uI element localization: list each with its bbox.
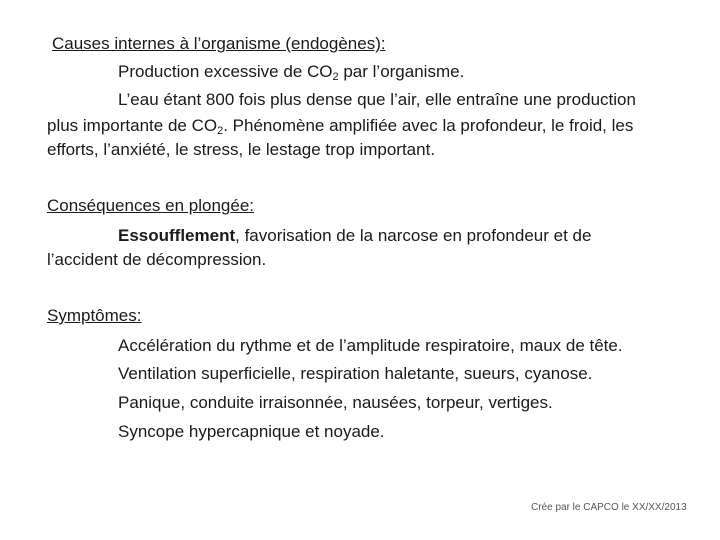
essoufflement-term: Essoufflement — [118, 226, 236, 245]
causes-line-1-end: par l’organisme. — [338, 62, 465, 81]
symptom-item: Syncope hypercapnique et noyade. — [118, 422, 385, 441]
footer-credit: Crée par le CAPCO le XX/XX/2013 — [531, 502, 687, 513]
consequences-line-2: l’accident de décompression. — [47, 250, 267, 269]
symptom-item: Ventilation superficielle, respiration haletante, sueurs, cyanose. — [118, 364, 593, 383]
causes-line-2: L’eau étant 800 fois plus dense que l’air, elle entraîne une production — [118, 90, 636, 109]
causes-heading: Causes internes à l’organisme (endogènes): — [52, 34, 386, 53]
consequences-line-1-rest: , favorisation de la narcose en profondeur et de — [235, 226, 592, 245]
causes-line-3 — [47, 116, 633, 136]
consequences-line-1 — [118, 226, 591, 246]
causes-line-4: efforts, l’anxiété, le stress, le lestage trop important. — [47, 140, 436, 159]
causes-line-1 — [118, 62, 464, 82]
co2-subscript: 2 — [217, 125, 224, 137]
causes-line-1-start: Production excessive de CO — [118, 62, 333, 81]
symptoms-heading: Symptômes: — [47, 306, 142, 325]
symptom-item: Panique, conduite irraisonnée, nausées, torpeur, vertiges. — [118, 393, 553, 412]
causes-line-3-start: plus importante de CO — [47, 116, 218, 135]
symptom-item: Accélération du rythme et de l’amplitude respiratoire, maux de tête. — [118, 336, 623, 355]
consequences-heading: Conséquences en plongée: — [47, 196, 254, 215]
co2-subscript: 2 — [332, 71, 339, 83]
causes-line-3-end: . Phénomène amplifiée avec la profondeur, le froid, les — [223, 116, 634, 135]
